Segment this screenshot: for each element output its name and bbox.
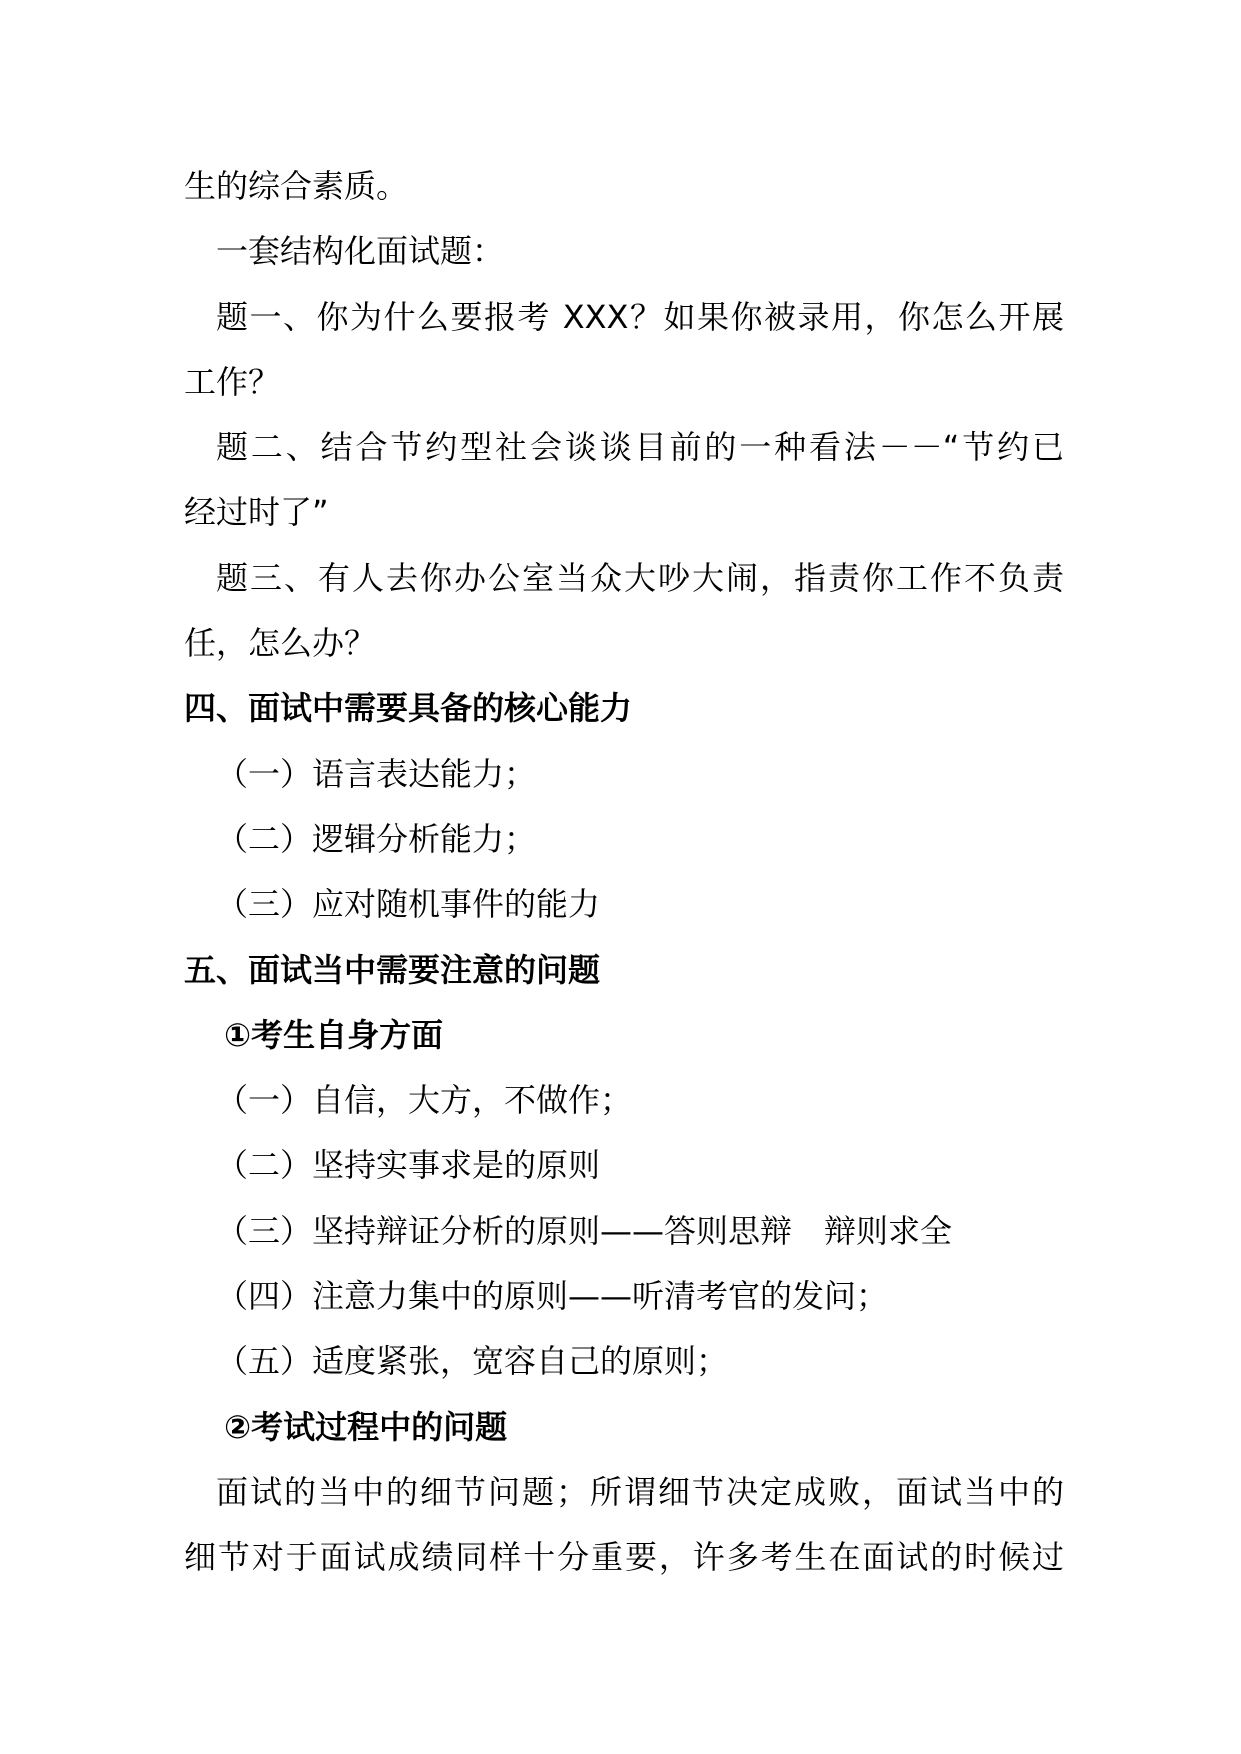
question-two-continuation: 经过时了”: [184, 493, 329, 532]
question-one: 题一、你为什么要报考 XXX？如果你被录用，你怎么开展: [216, 297, 1064, 336]
list-item: （二）坚持实事求是的原则: [216, 1146, 601, 1185]
document-page: [184, 154, 1064, 1591]
list-item: （五）适度紧张，宽容自己的原则；: [216, 1342, 729, 1381]
question-set-intro: 一套结构化面试题：: [216, 232, 505, 271]
body-paragraph-continuation: 细节对于面试成绩同样十分重要，许多考生在面试的时候过: [184, 1538, 1064, 1577]
question-three: 题三、有人去你办公室当众大吵大闹，指责你工作不负责: [216, 558, 1064, 597]
list-item: （四）注意力集中的原则——听清考官的发问；: [216, 1277, 889, 1316]
body-paragraph: 面试的当中的细节问题；所谓细节决定成败，面试当中的: [216, 1472, 1064, 1511]
list-item: （一）语言表达能力；: [216, 754, 537, 793]
question-one-continuation: 工作？: [184, 362, 281, 401]
list-item: （三）坚持辩证分析的原则——答则思辩 辩则求全: [216, 1211, 953, 1250]
list-item: （一）自信，大方，不做作；: [216, 1081, 633, 1120]
subsection-heading-one: ①考生自身方面: [224, 1015, 444, 1054]
list-item: （三）应对随机事件的能力: [216, 885, 601, 924]
paragraph-continuation: 生的综合素质。: [184, 167, 409, 205]
list-item: （二）逻辑分析能力；: [216, 819, 537, 858]
subsection-heading-two: ②考试过程中的问题: [224, 1407, 508, 1446]
question-three-continuation: 任，怎么办？: [184, 624, 377, 663]
question-two: 题二、结合节约型社会谈谈目前的一种看法－－“节约已: [216, 428, 1064, 467]
section-heading-four: 四、面试中需要具备的核心能力: [184, 689, 633, 728]
section-heading-five: 五、面试当中需要注意的问题: [184, 950, 601, 989]
